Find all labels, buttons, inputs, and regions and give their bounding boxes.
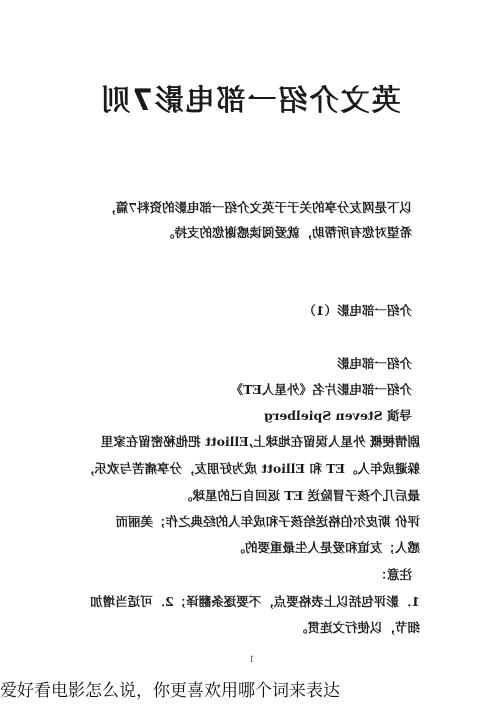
body-line-1: 介绍一部电影: [336, 356, 412, 371]
body-line-11: 细节，以使行文连贯。: [294, 620, 420, 635]
image-caption: 爱好看电影怎么说，你更喜欢用哪个词来表达: [0, 681, 340, 701]
body-line-5: 躲避成年人。ET 和 Elliott 成为好朋友，分享痛苦与欢乐，: [81, 461, 420, 476]
body-line-2: 介绍一部电影片名《外星人ET》: [230, 382, 412, 397]
body-line-10: 1．影评包括以上表格要点，不要逐条翻译；2．可适当增加: [90, 594, 420, 609]
body-line-7: 评价 斯皮尔伯格送给孩子和成年人的经典之作；美丽而: [115, 514, 420, 529]
intro-line-2: 希望对您有所帮助，就爱阅读感谢您的支持。: [161, 225, 412, 240]
page-number: 1: [248, 655, 254, 664]
body-line-4: 剧情梗概 外星人误留在地球上,Elliott 把他秘密留在家里: [100, 434, 420, 449]
intro-line-1: 以下是网友分享的关于于英文介绍一部电影的资料7篇，: [103, 200, 412, 215]
body-line-6: 最后几个孩子冒险送 ET 返回自己的星球。: [179, 488, 420, 503]
body-line-9: 注意：: [374, 567, 412, 582]
body-line-3: 导演 Steven Spielberg: [264, 408, 412, 423]
body-line-8: 感人；友谊和爱是人生最重要的。: [232, 540, 420, 555]
section-heading: 介绍一部电影（1）: [303, 303, 412, 318]
document-title: 英文介绍一部电影7则: [99, 83, 401, 117]
